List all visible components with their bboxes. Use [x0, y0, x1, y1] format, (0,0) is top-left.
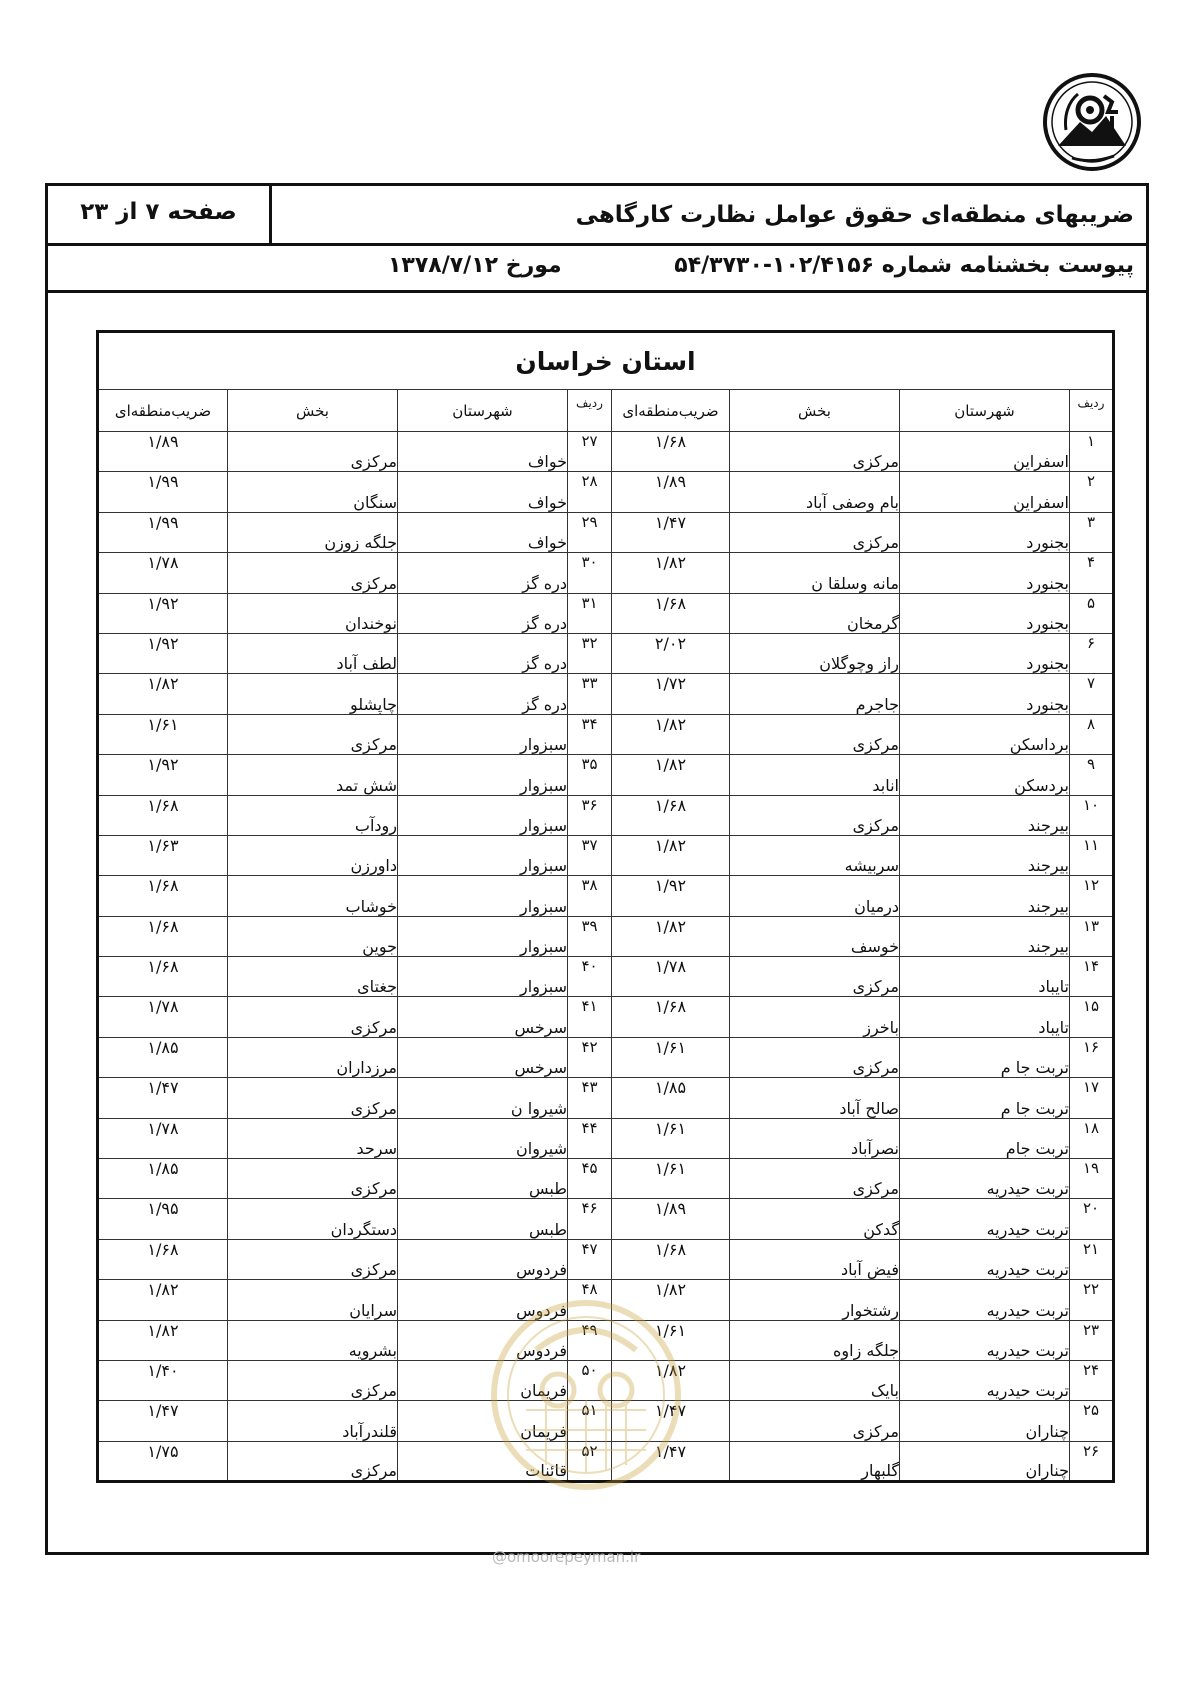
district-cell: مرکزی: [228, 1159, 398, 1199]
county-cell: سبزوار: [398, 916, 568, 956]
header-coefficient: ضریب‌منطقه‌ای: [612, 390, 730, 432]
district-cell: خوسف: [730, 916, 900, 956]
coefficient-cell: ۱/۹۹: [98, 512, 228, 552]
coefficient-cell: ۱/۶۳: [98, 835, 228, 875]
district-cell: مرکزی: [228, 997, 398, 1037]
district-cell: جاجرم: [730, 674, 900, 714]
coefficient-cell: ۱/۴۷: [612, 512, 730, 552]
county-cell: اسفراین: [900, 472, 1070, 512]
table-row: [98, 633, 1114, 673]
district-cell: جغتای: [228, 957, 398, 997]
header-reference-row: [48, 243, 1146, 293]
district-cell: قلندرآباد: [228, 1401, 398, 1441]
coefficient-cell: ۱/۹۲: [98, 633, 228, 673]
table-row: [98, 997, 1114, 1037]
table-row: [98, 876, 1114, 916]
coefficient-cell: ۱/۸۲: [612, 553, 730, 593]
district-cell: گرمخان: [730, 593, 900, 633]
watermark-url: @omoorepeyman.ir: [492, 1548, 641, 1566]
county-cell: برداسکن: [900, 714, 1070, 754]
district-cell: سرایان: [228, 1280, 398, 1320]
coefficient-cell: ۱/۴۷: [98, 1401, 228, 1441]
district-cell: مرکزی: [228, 1078, 398, 1118]
county-cell: سبزوار: [398, 714, 568, 754]
county-cell: سبزوار: [398, 835, 568, 875]
district-cell: جوین: [228, 916, 398, 956]
coefficient-cell: ۱/۶۸: [98, 916, 228, 956]
table-row: [98, 1118, 1114, 1158]
county-cell: چناران: [900, 1401, 1070, 1441]
coefficient-cell: ۱/۸۵: [612, 1078, 730, 1118]
county-cell: شیروا ن: [398, 1078, 568, 1118]
coefficient-cell: ۱/۹۹: [98, 472, 228, 512]
coefficient-cell: ۱/۸۲: [612, 1280, 730, 1320]
district-cell: شش تمد: [228, 755, 398, 795]
coefficient-cell: ۱/۸۵: [98, 1037, 228, 1077]
coefficient-cell: ۱/۹۲: [612, 876, 730, 916]
coefficient-cell: ۱/۸۲: [612, 714, 730, 754]
county-cell: تربت جا م: [900, 1078, 1070, 1118]
coefficient-cell: ۱/۴۷: [612, 1441, 730, 1481]
county-cell: بیرجند: [900, 795, 1070, 835]
county-cell: تربت جام: [900, 1118, 1070, 1158]
table-row: [98, 1037, 1114, 1077]
county-cell: چناران: [900, 1441, 1070, 1481]
district-cell: نوخندان: [228, 593, 398, 633]
row-number-cell: ۳۷: [568, 835, 612, 875]
table-row: [98, 957, 1114, 997]
coefficient-cell: ۱/۸۵: [98, 1159, 228, 1199]
coefficient-cell: ۱/۶۸: [612, 795, 730, 835]
county-cell: اسفراین: [900, 432, 1070, 472]
district-cell: مانه وسلقا ن: [730, 553, 900, 593]
coefficient-cell: ۱/۸۲: [612, 835, 730, 875]
row-number-cell: ۲۴: [1070, 1360, 1114, 1400]
coefficient-cell: ۱/۷۵: [98, 1441, 228, 1481]
row-number-cell: ۱۵: [1070, 997, 1114, 1037]
coefficient-cell: ۱/۴۷: [98, 1078, 228, 1118]
table-row: [98, 512, 1114, 552]
coefficient-cell: ۱/۶۸: [98, 876, 228, 916]
county-cell: فردوس: [398, 1280, 568, 1320]
header-county: شهرستان: [900, 390, 1070, 432]
row-number-cell: ۴۸: [568, 1280, 612, 1320]
coefficient-cell: ۱/۶۸: [612, 593, 730, 633]
page-number: صفحه ۷ از ۲۳: [80, 199, 237, 225]
district-cell: سنگان: [228, 472, 398, 512]
row-number-cell: ۸: [1070, 714, 1114, 754]
county-cell: دره گز: [398, 553, 568, 593]
row-number-cell: ۲۵: [1070, 1401, 1114, 1441]
row-number-cell: ۳۱: [568, 593, 612, 633]
district-cell: انابد: [730, 755, 900, 795]
row-number-cell: ۱۰: [1070, 795, 1114, 835]
row-number-cell: ۴۱: [568, 997, 612, 1037]
row-number-cell: ۴۶: [568, 1199, 612, 1239]
table-row: [98, 714, 1114, 754]
district-cell: مرکزی: [228, 1360, 398, 1400]
coefficient-cell: ۱/۷۸: [612, 957, 730, 997]
coefficient-cell: ۱/۷۸: [98, 553, 228, 593]
district-cell: راز وچوگلان: [730, 633, 900, 673]
coefficient-cell: ۱/۸۲: [98, 674, 228, 714]
coefficient-cell: ۱/۸۹: [98, 432, 228, 472]
district-cell: دستگردان: [228, 1199, 398, 1239]
county-cell: شیروان: [398, 1118, 568, 1158]
row-number-cell: ۴۴: [568, 1118, 612, 1158]
county-cell: فریمان: [398, 1360, 568, 1400]
district-cell: فیض آباد: [730, 1239, 900, 1279]
row-number-cell: ۱۶: [1070, 1037, 1114, 1077]
county-cell: تربت حیدریه: [900, 1239, 1070, 1279]
table-row: [98, 795, 1114, 835]
district-cell: خوشاب: [228, 876, 398, 916]
row-number-cell: ۷: [1070, 674, 1114, 714]
district-cell: درمیان: [730, 876, 900, 916]
row-number-cell: ۳۵: [568, 755, 612, 795]
county-cell: طبس: [398, 1159, 568, 1199]
row-number-cell: ۳۰: [568, 553, 612, 593]
county-cell: بجنورد: [900, 633, 1070, 673]
district-cell: داورزن: [228, 835, 398, 875]
table-row: [98, 835, 1114, 875]
row-number-cell: ۳۳: [568, 674, 612, 714]
row-number-cell: ۲۱: [1070, 1239, 1114, 1279]
row-number-cell: ۲۹: [568, 512, 612, 552]
district-cell: مرکزی: [730, 1037, 900, 1077]
row-number-cell: ۲۸: [568, 472, 612, 512]
table-row: [98, 1199, 1114, 1239]
district-cell: گدکن: [730, 1199, 900, 1239]
row-number-cell: ۴۹: [568, 1320, 612, 1360]
district-cell: سرحد: [228, 1118, 398, 1158]
row-number-cell: ۳۶: [568, 795, 612, 835]
coefficient-cell: ۱/۸۲: [612, 916, 730, 956]
district-cell: مرکزی: [228, 553, 398, 593]
header-district: بخش: [730, 390, 900, 432]
row-number-cell: ۱۳: [1070, 916, 1114, 956]
district-cell: مرکزی: [730, 714, 900, 754]
coefficient-cell: ۱/۹۲: [98, 593, 228, 633]
district-cell: بایک: [730, 1360, 900, 1400]
district-cell: جلگه زوزن: [228, 512, 398, 552]
coefficient-cell: ۱/۸۹: [612, 472, 730, 512]
row-number-cell: ۳۲: [568, 633, 612, 673]
coefficient-cell: ۱/۶۸: [612, 1239, 730, 1279]
district-cell: مرکزی: [730, 432, 900, 472]
row-number-cell: ۴۳: [568, 1078, 612, 1118]
table-row: [98, 674, 1114, 714]
coefficient-cell: ۱/۶۸: [98, 795, 228, 835]
row-number-cell: ۲۷: [568, 432, 612, 472]
district-cell: مرکزی: [730, 1401, 900, 1441]
circular-date: مورخ ۱۳۷۸/۷/۱۲: [388, 253, 562, 278]
district-cell: گلبهار: [730, 1441, 900, 1481]
county-cell: بردسکن: [900, 755, 1070, 795]
coefficient-cell: ۲/۰۲: [612, 633, 730, 673]
table-row: [98, 1078, 1114, 1118]
district-cell: سربیشه: [730, 835, 900, 875]
district-cell: مرکزی: [228, 1441, 398, 1481]
coefficient-cell: ۱/۶۱: [612, 1037, 730, 1077]
page-number-cell: [48, 186, 272, 243]
county-cell: فریمان: [398, 1401, 568, 1441]
county-cell: قائنات: [398, 1441, 568, 1481]
county-cell: تربت حیدریه: [900, 1280, 1070, 1320]
district-cell: لطف آباد: [228, 633, 398, 673]
organization-logo-icon: [1042, 72, 1142, 172]
coefficient-cell: ۱/۶۸: [98, 957, 228, 997]
district-cell: بام وصفی آباد: [730, 472, 900, 512]
coefficient-cell: ۱/۴۷: [612, 1401, 730, 1441]
table-row: [98, 1159, 1114, 1199]
row-number-cell: ۳۸: [568, 876, 612, 916]
district-cell: چاپشلو: [228, 674, 398, 714]
coefficient-cell: ۱/۷۸: [98, 997, 228, 1037]
county-cell: بیرجند: [900, 876, 1070, 916]
province-title: استان خراسان: [98, 332, 1114, 390]
header-coefficient: ضریب‌منطقه‌ای: [98, 390, 228, 432]
coefficient-cell: ۱/۶۱: [612, 1159, 730, 1199]
document-title: ضریبهای منطقه‌ای حقوق عوامل نظارت کارگاهی: [575, 202, 1134, 228]
coefficient-cell: ۱/۷۲: [612, 674, 730, 714]
table-row: [98, 553, 1114, 593]
county-cell: دره گز: [398, 633, 568, 673]
county-cell: بجنورد: [900, 674, 1070, 714]
coefficient-cell: ۱/۶۸: [612, 997, 730, 1037]
county-cell: بجنورد: [900, 593, 1070, 633]
county-cell: تربت حیدریه: [900, 1199, 1070, 1239]
row-number-cell: ۴۲: [568, 1037, 612, 1077]
row-number-cell: ۵۲: [568, 1441, 612, 1481]
coefficient-cell: ۱/۴۰: [98, 1360, 228, 1400]
county-cell: طبس: [398, 1199, 568, 1239]
county-cell: سرخس: [398, 997, 568, 1037]
district-cell: مرکزی: [228, 714, 398, 754]
coefficient-cell: ۱/۶۱: [612, 1118, 730, 1158]
county-cell: بجنورد: [900, 512, 1070, 552]
circular-number: پیوست بخشنامه شماره ۱۰۲/۴۱۵۶-۵۴/۳۷۳۰: [674, 253, 1134, 278]
coefficient-cell: ۱/۶۸: [612, 432, 730, 472]
header-row-number: ردیف: [568, 390, 612, 432]
district-cell: بشرویه: [228, 1320, 398, 1360]
district-cell: رودآب: [228, 795, 398, 835]
row-number-cell: ۶: [1070, 633, 1114, 673]
coefficient-cell: ۱/۶۱: [98, 714, 228, 754]
county-cell: بجنورد: [900, 553, 1070, 593]
column-header-row: [98, 390, 1114, 432]
county-cell: دره گز: [398, 593, 568, 633]
county-cell: تربت حیدریه: [900, 1360, 1070, 1400]
row-number-cell: ۳۴: [568, 714, 612, 754]
row-number-cell: ۲۰: [1070, 1199, 1114, 1239]
county-cell: تربت جا م: [900, 1037, 1070, 1077]
coefficient-cell: ۱/۹۲: [98, 755, 228, 795]
county-cell: خواف: [398, 512, 568, 552]
county-cell: خواف: [398, 432, 568, 472]
county-cell: تایباد: [900, 997, 1070, 1037]
table-row: [98, 1239, 1114, 1279]
row-number-cell: ۹: [1070, 755, 1114, 795]
district-cell: مرکزی: [730, 512, 900, 552]
county-cell: دره گز: [398, 674, 568, 714]
row-number-cell: ۱: [1070, 432, 1114, 472]
table-row: [98, 916, 1114, 956]
row-number-cell: ۱۴: [1070, 957, 1114, 997]
coefficient-cell: ۱/۸۲: [612, 1360, 730, 1400]
row-number-cell: ۱۲: [1070, 876, 1114, 916]
header-district: بخش: [228, 390, 398, 432]
table-row: [98, 472, 1114, 512]
table-row: [98, 755, 1114, 795]
county-cell: سبزوار: [398, 755, 568, 795]
coefficient-cell: ۱/۸۲: [98, 1280, 228, 1320]
row-number-cell: ۳: [1070, 512, 1114, 552]
district-cell: باخرز: [730, 997, 900, 1037]
county-cell: سبزوار: [398, 957, 568, 997]
county-cell: فردوس: [398, 1320, 568, 1360]
row-number-cell: ۲: [1070, 472, 1114, 512]
county-cell: فردوس: [398, 1239, 568, 1279]
row-number-cell: ۵: [1070, 593, 1114, 633]
row-number-cell: ۱۸: [1070, 1118, 1114, 1158]
county-cell: سبزوار: [398, 876, 568, 916]
coefficient-cell: ۱/۸۲: [98, 1320, 228, 1360]
county-cell: تربت حیدریه: [900, 1320, 1070, 1360]
district-cell: مرکزی: [228, 432, 398, 472]
district-cell: مرکزی: [730, 795, 900, 835]
row-number-cell: ۴۷: [568, 1239, 612, 1279]
header-title-row: [48, 186, 1146, 246]
district-cell: جلگه زاوه: [730, 1320, 900, 1360]
row-number-cell: ۵۰: [568, 1360, 612, 1400]
row-number-cell: ۲۳: [1070, 1320, 1114, 1360]
row-number-cell: ۴: [1070, 553, 1114, 593]
county-cell: تربت حیدریه: [900, 1159, 1070, 1199]
district-cell: صالح آباد: [730, 1078, 900, 1118]
coefficient-cell: ۱/۶۸: [98, 1239, 228, 1279]
county-cell: سرخس: [398, 1037, 568, 1077]
coefficient-cell: ۱/۷۸: [98, 1118, 228, 1158]
coefficient-cell: ۱/۹۵: [98, 1199, 228, 1239]
county-cell: سبزوار: [398, 795, 568, 835]
watermark-stamp-icon: [486, 1290, 686, 1500]
row-number-cell: ۵۱: [568, 1401, 612, 1441]
coefficient-cell: ۱/۸۹: [612, 1199, 730, 1239]
table-row: [98, 432, 1114, 472]
row-number-cell: ۱۹: [1070, 1159, 1114, 1199]
district-cell: مرکزی: [730, 957, 900, 997]
row-number-cell: ۲۲: [1070, 1280, 1114, 1320]
row-number-cell: ۳۹: [568, 916, 612, 956]
row-number-cell: ۴۵: [568, 1159, 612, 1199]
county-cell: تایباد: [900, 957, 1070, 997]
coefficient-cell: ۱/۸۲: [612, 755, 730, 795]
table-row: [98, 593, 1114, 633]
row-number-cell: ۱۱: [1070, 835, 1114, 875]
district-cell: نصرآباد: [730, 1118, 900, 1158]
county-cell: بیرجند: [900, 835, 1070, 875]
district-cell: مرزداران: [228, 1037, 398, 1077]
district-cell: مرکزی: [730, 1159, 900, 1199]
row-number-cell: ۱۷: [1070, 1078, 1114, 1118]
district-cell: رشتخوار: [730, 1280, 900, 1320]
coefficient-cell: ۱/۶۱: [612, 1320, 730, 1360]
header-county: شهرستان: [398, 390, 568, 432]
row-number-cell: ۴۰: [568, 957, 612, 997]
county-cell: بیرجند: [900, 916, 1070, 956]
header-row-number: ردیف: [1070, 390, 1114, 432]
district-cell: مرکزی: [228, 1239, 398, 1279]
county-cell: خواف: [398, 472, 568, 512]
row-number-cell: ۲۶: [1070, 1441, 1114, 1481]
